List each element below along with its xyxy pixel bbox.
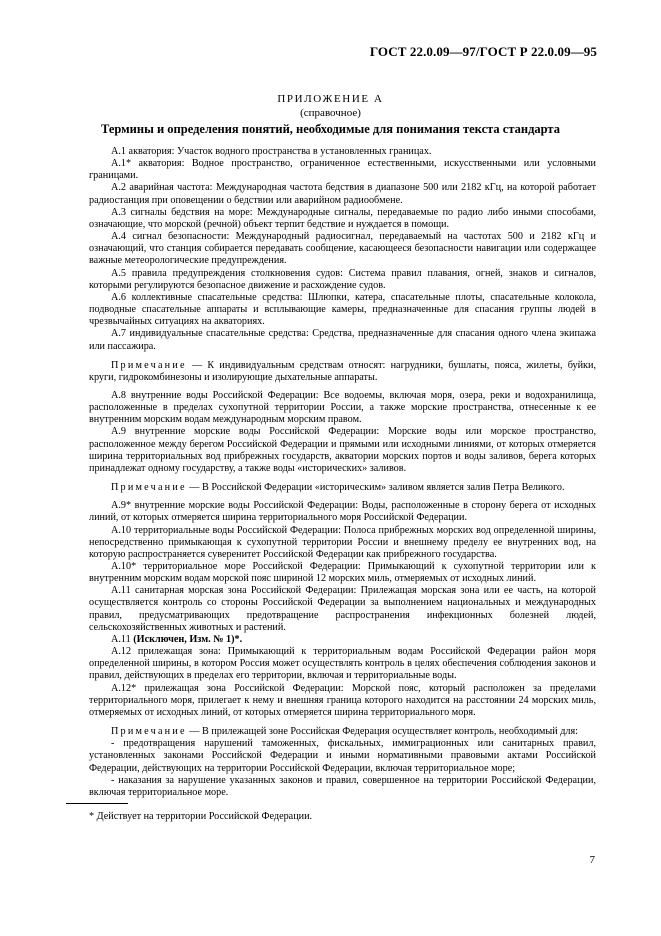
term-a2: А.2 аварийная частота: Международная частота бедствия в диапазоне 500 или 2182 кГц, на которой работает радиостанция при оповещении о бедствии или аварийном радиообмене. — [89, 182, 596, 206]
term-a12: А.12 прилежащая зона: Примыкающий к территориальным водам Российской Федерации район моря определенной ширины, в котором Россия может осуществлять контроль в целях обеспечения соблюдения законов и правил, действующих в пределах его территории, включая и территориальные воды. — [89, 646, 596, 682]
footnote-divider — [66, 803, 128, 804]
appendix-title: ПРИЛОЖЕНИЕ А — [277, 93, 384, 105]
note-1 — [89, 360, 596, 384]
document-header-code: ГОСТ 22.0.09—97/ГОСТ Р 22.0.09—95 — [369, 44, 597, 59]
note-3 — [89, 726, 596, 738]
appendix-subtitle: (справочное) — [300, 107, 361, 119]
excluded-number: А.11 — [111, 633, 131, 645]
term-a9-star: А.9* внутренние морские воды Российской Федерации: Воды, расположенные в сторону берега от исходных линий, от которых отмеряется ширина территориального моря Российской Федерации. — [89, 500, 596, 524]
note-3-bullet-1: - предотвращения нарушений таможенных, фискальных, иммиграционных или санитарных правил, установленных законами Российской Федерации и иными нормативными правовыми актами Российской Федерации, действующих на территории Российской Федерации, включая территориальное море; — [89, 738, 596, 774]
footnote: * Действует на территории Российской Федерации. — [89, 811, 313, 822]
term-a12-star: А.12* прилежащая зона Российской Федерации: Морской пояс, который расположен за пределами территориального моря, прилегает к нему и внешняя граница которого находится на расстоянии 24 морских миль, отмеряемых от исходных линий, от которых отмеряется ширина территориального моря. — [89, 682, 596, 718]
term-a9: А.9 внутренние морские воды Российской Федерации: Морские воды или морское пространство, расположенное между берегом Российской Федерации и прямыми или исходными линиями, от которых отмеряется ширина территориальных вод прибрежных государств, акватории морских портов и воды заливов, берега которых принадлежат одному государству, а также воды «исторических» заливов. — [89, 426, 596, 474]
section-title: Термины и определения понятий, необходимые для понимания текста стандарта — [101, 122, 560, 136]
term-a11-excluded — [89, 634, 596, 646]
note-label: Примечание — [111, 482, 187, 494]
term-a11: А.11 санитарная морская зона Российской Федерации: Прилежащая морская зона или ее часть, на которой осуществляется контроль со стороны Российской Федерации за выполнением национальных и международных правил, предусматривающих предотвращение распространения инфекционных болезней людей, сельскохозяйственных животных и растений. — [89, 585, 596, 633]
document-body — [89, 146, 596, 799]
note-text: — В Российской Федерации «историческим» заливом является залив Петра Великого. — [189, 482, 565, 494]
term-a10-star: А.10* территориальное море Российской Федерации: Примыкающий к сухопутной территории или к внутренним морским водам морской пояс шириной 12 морских миль, отмеряемых от исходных линий. — [89, 561, 596, 585]
note-2 — [89, 482, 596, 494]
term-a3: А.3 сигналы бедствия на море: Международные сигналы, передаваемые по радио либо иными способами, означающие, что морской (речной) объект терпит бедствие и нуждается в помощи. — [89, 206, 596, 230]
term-a10: А.10 территориальные воды Российской Федерации: Полоса прибрежных морских вод определенной ширины, непосредственно примыкающая к сухопутной территории России и внешнему пределу ее внутренних вод, на которую распространяется суверенитет Российской Федерации как прибрежного государства. — [89, 524, 596, 560]
note-label: Примечание — [111, 726, 187, 738]
note-text: — В прилежащей зоне Российская Федерация осуществляет контроль, необходимый для: — [189, 726, 578, 738]
term-a7: А.7 индивидуальные спасательные средства: Средства, предназначенные для спасания одного члена экипажа или пассажира. — [89, 328, 596, 352]
appendix-heading — [0, 92, 661, 120]
term-a1: А.1 акватория: Участок водного пространства в установленных границах. — [111, 146, 432, 157]
term-a6: А.6 коллективные спасательные средства: Шлюпки, катера, спасательные плоты, спасательные колокола, подводные спасательные аппараты и всплывающие камеры, предназначенные для спасания группы людей в чрезвычайных ситуациях на акваториях. — [89, 291, 596, 328]
note-label: Примечание — [111, 359, 187, 371]
excluded-text: (Исключен, Изм. № 1)*. — [133, 633, 243, 645]
note-text: — К индивидуальным средствам относят: нагрудники, бушлаты, пояса, жилеты, буйки, круги, гидрокомбинезоны и изолирующие дыхательные аппараты. — [89, 359, 597, 383]
term-a5: А.5 правила предупреждения столкновения судов: Система правил плавания, огней, знаков и сигналов, которыми регулируются безопасное движение и расхождение судов. — [89, 267, 596, 291]
page-number: 7 — [589, 854, 595, 866]
term-a4: А.4 сигнал безопасности: Международный радиосигнал, передаваемый на частотах 500 и 2182 кГц и означающий, что станция собирается передавать сообщение, касающееся безопасности навигации или содержащее важные метеорологические предупреждения. — [89, 231, 596, 267]
term-a8: А.8 внутренние воды Российской Федерации: Все водоемы, включая моря, озера, реки и водохранилища, расположенные в пределах сухопутной территории России, а также морские пространства, отнесенные к ее внутренним морским водам международным морским правом. — [89, 389, 596, 426]
note-3-bullet-2: - наказания за нарушение указанных законов и правил, совершенное на территории Российской Федерации, включая территориальное море. — [89, 774, 596, 798]
term-a1-star: А.1* акватория: Водное пространство, ограниченное естественными, искусственными или условными границами. — [89, 158, 596, 182]
